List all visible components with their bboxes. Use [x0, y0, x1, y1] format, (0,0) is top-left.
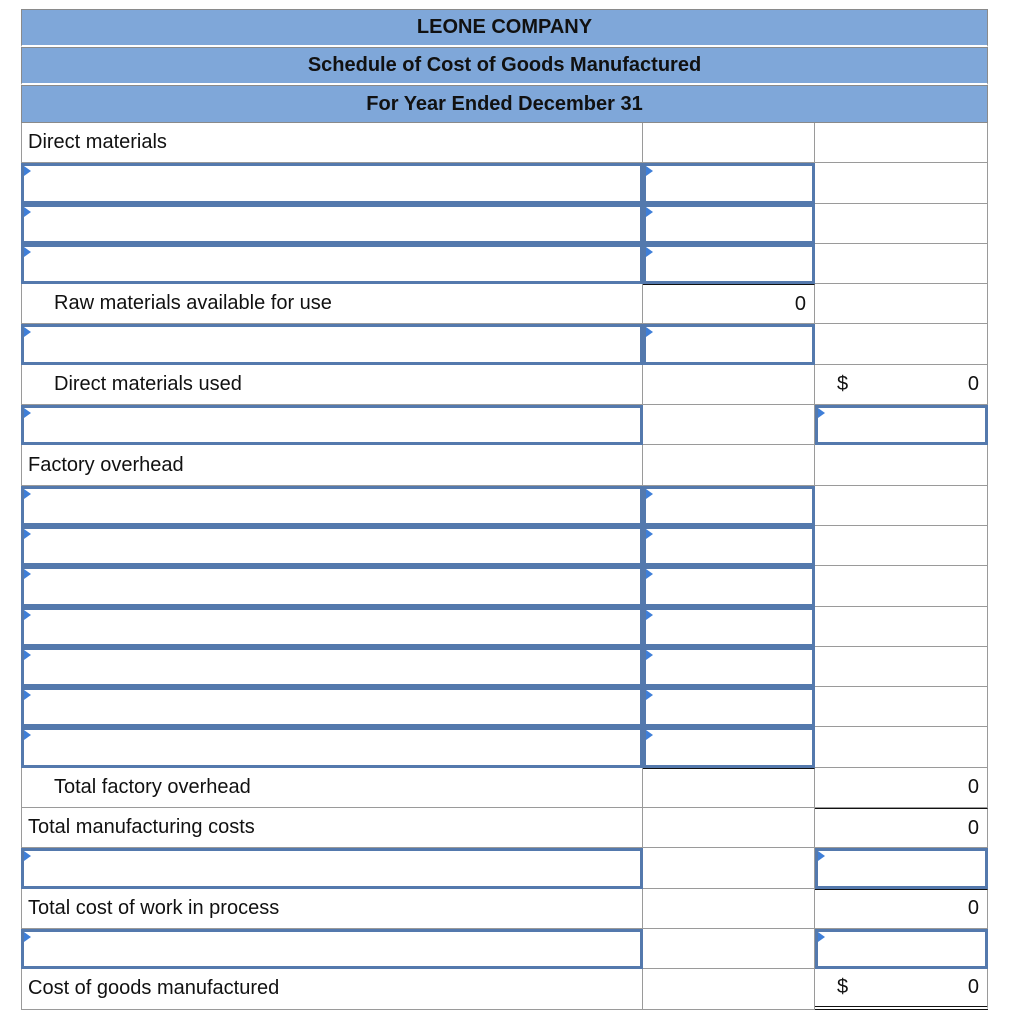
- cogm-label: Cost of goods manufactured: [21, 969, 643, 1009]
- dm-amount-input-4[interactable]: [646, 326, 804, 362]
- dm-account-select-2[interactable]: [21, 204, 643, 244]
- fo-input-row-5: [21, 647, 988, 687]
- empty-cell: [643, 768, 815, 808]
- dropdown-marker-icon: [646, 489, 653, 499]
- wip-end-amount-field[interactable]: [815, 929, 988, 969]
- row-total-overhead: [21, 768, 988, 808]
- total-wip-label: Total cost of work in process: [21, 889, 643, 929]
- labor-account-input[interactable]: [24, 407, 640, 443]
- dm-input-row-3: [21, 244, 988, 284]
- empty-cell: [815, 566, 988, 606]
- labor-amount-field[interactable]: [815, 405, 988, 445]
- labor-account-select[interactable]: [21, 405, 643, 445]
- dropdown-marker-icon: [24, 730, 31, 740]
- dropdown-marker-icon: [24, 166, 31, 176]
- dropdown-marker-icon: [24, 690, 31, 700]
- fo-amount-input-7[interactable]: [646, 729, 804, 765]
- fo-amount-field-7[interactable]: [643, 727, 815, 767]
- dm-account-input-4[interactable]: [24, 326, 640, 362]
- dm-used-value-cell: [815, 365, 988, 405]
- wip-begin-amount-input[interactable]: [818, 850, 977, 886]
- dollar-sign: $: [837, 372, 849, 395]
- dm-account-select-4[interactable]: [21, 324, 643, 364]
- row-total-mfg: [21, 808, 988, 848]
- dropdown-marker-icon: [24, 408, 31, 418]
- fo-amount-field-1[interactable]: [643, 486, 815, 526]
- dropdown-marker-icon: [24, 569, 31, 579]
- wip-end-amount-input[interactable]: [818, 931, 977, 967]
- fo-input-row-3: [21, 566, 988, 606]
- empty-cell: [815, 244, 988, 284]
- empty-cell: [815, 526, 988, 566]
- fo-account-input-7[interactable]: [24, 729, 640, 765]
- dropdown-marker-icon: [818, 932, 825, 942]
- dm-used-label: Direct materials used: [21, 365, 643, 405]
- fo-account-input-4[interactable]: [24, 609, 640, 645]
- row-dm-used: [21, 365, 988, 405]
- empty-cell: [643, 929, 815, 969]
- fo-amount-input-3[interactable]: [646, 568, 804, 604]
- total-overhead-label: Total factory overhead: [21, 768, 643, 808]
- dm-account-input-1[interactable]: [24, 165, 640, 201]
- labor-amount-input[interactable]: [818, 407, 977, 443]
- cogm-value-cell: [815, 969, 988, 1009]
- row-factory-overhead: [21, 445, 988, 485]
- dm-input-row-1: [21, 163, 988, 203]
- fo-input-row-2: [21, 526, 988, 566]
- dm-input-row-4: [21, 324, 988, 364]
- empty-cell: [815, 163, 988, 203]
- fo-amount-field-4[interactable]: [643, 607, 815, 647]
- empty-cell: [643, 405, 815, 445]
- empty-cell: [643, 969, 815, 1009]
- dropdown-marker-icon: [24, 489, 31, 499]
- fo-input-row-6: [21, 687, 988, 727]
- wip-begin-account-input[interactable]: [24, 850, 640, 886]
- empty-cell: [815, 284, 988, 324]
- fo-account-input-3[interactable]: [24, 568, 640, 604]
- dropdown-marker-icon: [24, 327, 31, 337]
- cogm-value: 0: [967, 975, 979, 998]
- total-wip-value: 0: [815, 889, 988, 929]
- dropdown-marker-icon: [646, 690, 653, 700]
- dropdown-marker-icon: [24, 247, 31, 257]
- row-total-wip: [21, 889, 988, 929]
- wip-end-account-select[interactable]: [21, 929, 643, 969]
- fo-amount-input-4[interactable]: [646, 609, 804, 645]
- fo-amount-field-2[interactable]: [643, 526, 815, 566]
- dm-used-value: 0: [967, 372, 979, 395]
- empty-cell: [643, 808, 815, 848]
- dm-amount-input-2[interactable]: [646, 206, 804, 242]
- fo-input-row-7: [21, 727, 988, 767]
- dm-input-row-2: [21, 204, 988, 244]
- empty-cell: [815, 445, 988, 485]
- dropdown-marker-icon: [646, 166, 653, 176]
- dm-account-select-1[interactable]: [21, 163, 643, 203]
- dropdown-marker-icon: [24, 851, 31, 861]
- period-label: For Year Ended December 31: [21, 85, 988, 123]
- schedule-table: [21, 9, 988, 1010]
- wip-begin-amount-field[interactable]: [815, 848, 988, 888]
- dm-amount-input-3[interactable]: [646, 246, 804, 282]
- empty-cell: [815, 486, 988, 526]
- wip-end-input-row: [21, 929, 988, 969]
- dollar-sign: $: [837, 975, 849, 998]
- dropdown-marker-icon: [818, 408, 825, 418]
- empty-cell: [815, 727, 988, 767]
- dropdown-marker-icon: [646, 207, 653, 217]
- fo-account-select-1[interactable]: [21, 486, 643, 526]
- dm-account-select-3[interactable]: [21, 244, 643, 284]
- dropdown-marker-icon: [646, 730, 653, 740]
- raw-available-label: Raw materials available for use: [21, 284, 643, 324]
- fo-amount-input-2[interactable]: [646, 528, 804, 564]
- total-mfg-label: Total manufacturing costs: [21, 808, 643, 848]
- wip-end-account-input[interactable]: [24, 931, 640, 967]
- dm-amount-field-4[interactable]: [643, 324, 815, 364]
- empty-cell: [815, 607, 988, 647]
- row-cogm: [21, 969, 988, 1009]
- fo-amount-input-5[interactable]: [646, 649, 804, 685]
- fo-amount-input-6[interactable]: [646, 689, 804, 725]
- dropdown-marker-icon: [646, 610, 653, 620]
- fo-account-select-5[interactable]: [21, 647, 643, 687]
- row-direct-materials: [21, 123, 988, 163]
- dropdown-marker-icon: [24, 207, 31, 217]
- fo-account-select-7[interactable]: [21, 727, 643, 767]
- total-mfg-value: 0: [815, 808, 988, 848]
- empty-cell: [643, 365, 815, 405]
- dropdown-marker-icon: [646, 650, 653, 660]
- dropdown-marker-icon: [646, 247, 653, 257]
- fo-account-input-5[interactable]: [24, 649, 640, 685]
- schedule-title: Schedule of Cost of Goods Manufactured: [21, 47, 988, 85]
- dm-amount-input-1[interactable]: [646, 165, 804, 201]
- fo-amount-field-5[interactable]: [643, 647, 815, 687]
- company-name: LEONE COMPANY: [21, 9, 988, 47]
- empty-cell: [815, 204, 988, 244]
- dm-amount-field-1[interactable]: [643, 163, 815, 203]
- fo-account-select-2[interactable]: [21, 526, 643, 566]
- dropdown-marker-icon: [646, 569, 653, 579]
- dropdown-marker-icon: [24, 610, 31, 620]
- wip-begin-account-select[interactable]: [21, 848, 643, 888]
- fo-amount-field-3[interactable]: [643, 566, 815, 606]
- dropdown-marker-icon: [24, 650, 31, 660]
- dropdown-marker-icon: [24, 529, 31, 539]
- raw-available-value: 0: [643, 284, 815, 324]
- dm-amount-field-2[interactable]: [643, 204, 815, 244]
- empty-cell: [815, 687, 988, 727]
- dm-account-input-2[interactable]: [24, 206, 640, 242]
- empty-cell: [643, 445, 815, 485]
- fo-account-select-4[interactable]: [21, 607, 643, 647]
- empty-cell: [815, 123, 988, 163]
- factory-overhead-label: Factory overhead: [21, 445, 643, 485]
- empty-cell: [643, 123, 815, 163]
- dm-account-input-3[interactable]: [24, 246, 640, 282]
- fo-input-row-4: [21, 607, 988, 647]
- row-raw-available: [21, 284, 988, 324]
- dropdown-marker-icon: [818, 851, 825, 861]
- empty-cell: [815, 324, 988, 364]
- direct-materials-label: Direct materials: [21, 123, 643, 163]
- dropdown-marker-icon: [24, 932, 31, 942]
- labor-input-row: [21, 405, 988, 445]
- dm-amount-field-3[interactable]: [643, 244, 815, 284]
- fo-account-input-6[interactable]: [24, 689, 640, 725]
- fo-account-select-3[interactable]: [21, 566, 643, 606]
- fo-account-input-2[interactable]: [24, 528, 640, 564]
- fo-amount-field-6[interactable]: [643, 687, 815, 727]
- dropdown-marker-icon: [646, 327, 653, 337]
- wip-begin-input-row: [21, 848, 988, 888]
- total-overhead-value: 0: [815, 768, 988, 808]
- dropdown-marker-icon: [646, 529, 653, 539]
- fo-input-row-1: [21, 486, 988, 526]
- empty-cell: [643, 848, 815, 888]
- fo-account-select-6[interactable]: [21, 687, 643, 727]
- empty-cell: [815, 647, 988, 687]
- empty-cell: [643, 889, 815, 929]
- fo-amount-input-1[interactable]: [646, 488, 804, 524]
- fo-account-input-1[interactable]: [24, 488, 640, 524]
